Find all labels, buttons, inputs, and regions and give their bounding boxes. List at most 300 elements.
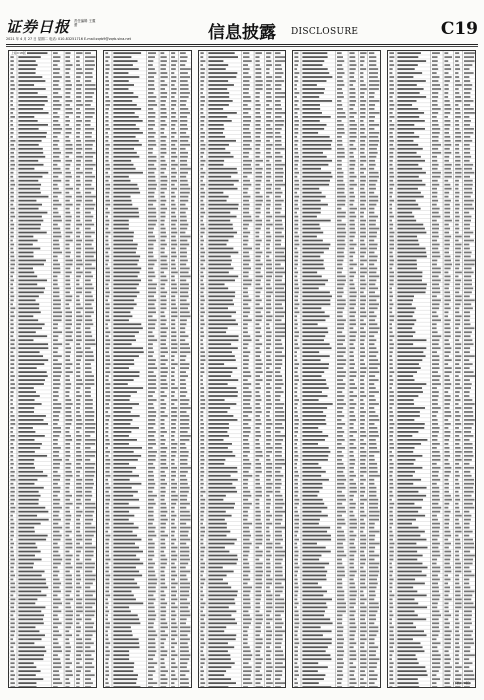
- table-cell-text: [350, 399, 354, 401]
- table-cell-text: [275, 467, 282, 469]
- table-cell-text: [105, 403, 109, 405]
- table-cell-text: [180, 335, 188, 337]
- table-cell-text: [10, 275, 13, 277]
- masthead: [6, 14, 478, 44]
- table-cell-text: [255, 523, 261, 525]
- table-cell-text: [113, 598, 136, 600]
- table-cell-text: [85, 60, 94, 62]
- table-cell-text: [76, 287, 82, 289]
- table-cell-text: [160, 72, 167, 74]
- table-cell-text: [113, 499, 139, 501]
- table-cell-text: [85, 232, 95, 234]
- table-cell-text: [295, 232, 298, 234]
- table-cell-text: [160, 527, 165, 529]
- table-cell-text: [105, 511, 109, 513]
- table-cell-text: [180, 431, 188, 433]
- table-cell-text: [200, 375, 202, 377]
- table-cell-text: [303, 575, 327, 577]
- table-cell-text: [295, 674, 300, 676]
- table-cell-text: [85, 283, 92, 285]
- table-cell-text: [105, 248, 110, 250]
- table-cell-text: [160, 311, 164, 313]
- table-cell-text: [398, 264, 418, 266]
- table-cell-text: [295, 682, 299, 684]
- table-cell-text: [369, 583, 378, 585]
- table-cell-text: [53, 598, 61, 600]
- table-cell-text: [303, 455, 329, 457]
- table-cell-text: [266, 674, 271, 676]
- table-cell-text: [148, 260, 157, 262]
- table-cell-text: [243, 291, 248, 293]
- table-cell-text: [445, 180, 449, 182]
- table-cell-text: [65, 686, 69, 688]
- table-cell-text: [275, 622, 284, 624]
- table-cell-text: [350, 591, 357, 593]
- table-cell-text: [337, 626, 343, 628]
- table-cell-text: [160, 367, 167, 369]
- table-cell-text: [105, 152, 109, 154]
- table-cell-text: [171, 383, 175, 385]
- table-cell-text: [180, 575, 186, 577]
- table-cell-text: [464, 64, 472, 66]
- table-cell-text: [148, 232, 153, 234]
- table-cell-text: [295, 642, 300, 644]
- table-cell-text: [10, 208, 14, 210]
- table-cell-text: [350, 379, 354, 381]
- table-cell-text: [200, 96, 204, 98]
- table-cell-text: [243, 323, 248, 325]
- table-cell-text: [295, 196, 300, 198]
- table-cell-text: [113, 383, 127, 385]
- table-cell-text: [295, 606, 298, 608]
- table-cell-text: [113, 272, 139, 274]
- table-cell-text: [160, 200, 166, 202]
- table-cell-text: [53, 188, 59, 190]
- table-cell-text: [398, 228, 426, 230]
- table-cell-text: [113, 634, 132, 636]
- table-cell-text: [18, 591, 41, 593]
- table-cell-text: [275, 260, 286, 262]
- table-cell-text: [10, 415, 14, 417]
- table-cell-text: [350, 184, 357, 186]
- table-cell-text: [113, 244, 137, 246]
- table-cell-text: [18, 371, 46, 373]
- table-cell-text: [295, 487, 299, 489]
- table-cell-text: [160, 315, 165, 317]
- table-cell-text: [303, 622, 333, 624]
- table-cell-text: [350, 511, 354, 513]
- table-cell-text: [65, 459, 69, 461]
- table-cell-text: [200, 68, 205, 70]
- table-cell-text: [10, 184, 15, 186]
- table-cell-text: [295, 72, 300, 74]
- table-cell-text: [113, 642, 139, 644]
- table-cell-text: [369, 547, 375, 549]
- table-cell-text: [53, 204, 61, 206]
- table-cell-text: [10, 347, 15, 349]
- table-cell-text: [350, 80, 356, 82]
- table-cell-text: [113, 678, 137, 680]
- table-cell-text: [275, 116, 282, 118]
- table-cell-text: [10, 116, 15, 118]
- table-cell-text: [337, 256, 344, 258]
- table-cell-text: [255, 323, 259, 325]
- table-cell-text: [303, 116, 331, 118]
- table-cell-text: [180, 124, 187, 126]
- table-cell-text: [53, 435, 59, 437]
- table-cell-text: [200, 299, 204, 301]
- table-cell-text: [85, 311, 94, 313]
- table-cell-text: [65, 148, 72, 150]
- table-cell-text: [171, 495, 178, 497]
- table-cell-text: [360, 435, 366, 437]
- table-cell-text: [160, 212, 165, 214]
- table-cell-text: [369, 240, 374, 242]
- table-cell-text: [275, 527, 286, 529]
- table-cell-text: [390, 156, 394, 158]
- table-cell-text: [148, 618, 155, 620]
- table-cell-text: [53, 212, 58, 214]
- table-cell-text: [76, 256, 81, 258]
- table-cell-text: [445, 72, 449, 74]
- table-cell-text: [255, 264, 262, 266]
- table-cell-text: [160, 634, 167, 636]
- table-cell-text: [76, 650, 83, 652]
- table-cell-text: [369, 100, 379, 102]
- table-cell-text: [255, 80, 262, 82]
- table-cell-text: [350, 216, 357, 218]
- table-cell-text: [369, 299, 376, 301]
- table-cell-text: [432, 283, 439, 285]
- table-cell-text: [113, 68, 138, 70]
- table-cell-text: [464, 128, 474, 130]
- table-cell-text: [65, 339, 72, 341]
- table-cell-text: [76, 455, 81, 457]
- table-cell-text: [105, 204, 110, 206]
- table-cell-text: [10, 256, 14, 258]
- table-cell-text: [18, 291, 43, 293]
- table-cell-text: [464, 116, 469, 118]
- table-cell-text: [255, 507, 259, 509]
- table-cell-text: [360, 260, 367, 262]
- table-cell-text: [275, 60, 285, 62]
- table-cell-text: [303, 148, 332, 150]
- table-cell-text: [464, 188, 472, 190]
- table-cell-text: [10, 403, 12, 405]
- table-cell-text: [337, 563, 342, 565]
- table-cell-text: [76, 499, 81, 501]
- table-cell-text: [53, 499, 60, 501]
- table-cell-text: [275, 172, 284, 174]
- table-cell-text: [113, 575, 142, 577]
- table-cell-text: [255, 686, 262, 688]
- table-cell-text: [160, 363, 165, 365]
- table-cell-text: [65, 539, 71, 541]
- table-cell-text: [180, 467, 191, 469]
- table-cell-text: [337, 248, 345, 250]
- table-cell-text: [369, 543, 380, 545]
- table-cell-text: [85, 295, 93, 297]
- table-cell-text: [275, 363, 282, 365]
- table-cell-text: [65, 475, 72, 477]
- table-cell-text: [243, 487, 248, 489]
- table-cell-text: [398, 315, 413, 317]
- table-cell-text: [398, 291, 426, 293]
- table-cell-text: [275, 379, 283, 381]
- table-cell-text: [65, 487, 69, 489]
- table-cell-text: [76, 56, 80, 58]
- table-cell-text: [255, 626, 260, 628]
- table-cell-text: [369, 160, 375, 162]
- table-cell-text: [18, 662, 33, 664]
- table-cell-text: [464, 307, 473, 309]
- table-cell-text: [255, 455, 262, 457]
- table-cell-text: [53, 343, 62, 345]
- table-cell-text: [464, 136, 470, 138]
- table-cell-text: [160, 184, 167, 186]
- table-cell-text: [360, 124, 364, 126]
- table-cell-text: [350, 156, 355, 158]
- table-cell-text: [255, 674, 262, 676]
- table-cell-text: [360, 379, 364, 381]
- table-cell-text: [160, 108, 166, 110]
- table-cell-text: [65, 315, 72, 317]
- table-cell-text: [243, 331, 248, 333]
- table-cell-text: [85, 335, 92, 337]
- table-cell-text: [180, 495, 187, 497]
- table-cell-text: [53, 172, 62, 174]
- table-cell-text: [180, 531, 189, 533]
- table-cell-text: [10, 335, 13, 337]
- table-cell-text: [275, 279, 282, 281]
- table-cell-text: [350, 180, 355, 182]
- table-cell-text: [76, 602, 82, 604]
- table-cell-text: [369, 638, 375, 640]
- table-cell-text: [464, 84, 472, 86]
- table-cell-text: [65, 228, 70, 230]
- table-cell-text: [255, 646, 261, 648]
- table-cell-text: [65, 283, 70, 285]
- table-cell-text: [18, 431, 35, 433]
- table-cell-text: [105, 132, 108, 134]
- table-cell-text: [53, 387, 59, 389]
- table-cell-text: [243, 264, 249, 266]
- table-cell-text: [350, 654, 357, 656]
- table-cell-text: [53, 295, 59, 297]
- table-cell-text: [464, 108, 474, 110]
- table-cell-text: [337, 447, 345, 449]
- table-cell-text: [303, 670, 318, 672]
- table-cell-text: [10, 471, 14, 473]
- table-cell-text: [350, 192, 354, 194]
- table-cell-text: [76, 136, 80, 138]
- table-cell-text: [303, 64, 323, 66]
- table-cell-text: [148, 160, 156, 162]
- table-cell-text: [10, 148, 15, 150]
- table-cell-text: [337, 471, 343, 473]
- table-cell-text: [200, 630, 203, 632]
- table-cell-text: [208, 291, 235, 293]
- table-cell-text: [10, 662, 14, 664]
- table-cell-text: [275, 419, 285, 421]
- table-cell-text: [303, 363, 330, 365]
- table-cell-text: [208, 479, 237, 481]
- table-cell-text: [200, 116, 205, 118]
- table-cell-text: [255, 132, 260, 134]
- table-cell-text: [160, 563, 166, 565]
- table-cell-text: [76, 447, 80, 449]
- table-cell-text: [350, 383, 356, 385]
- table-cell-text: [243, 459, 249, 461]
- table-cell-text: [432, 80, 438, 82]
- table-cell-text: [350, 602, 356, 604]
- table-cell-text: [171, 539, 176, 541]
- table-cell-text: [369, 164, 376, 166]
- table-cell-text: [113, 535, 137, 537]
- table-cell-text: [360, 638, 366, 640]
- table-cell-text: [337, 64, 342, 66]
- table-cell-text: [303, 144, 332, 146]
- table-cell-text: [53, 563, 61, 565]
- table-cell-text: [295, 543, 298, 545]
- table-cell-text: [208, 240, 228, 242]
- table-cell-text: [295, 132, 299, 134]
- table-cell-text: [303, 56, 328, 58]
- table-cell-text: [18, 587, 48, 589]
- table-cell-text: [85, 587, 90, 589]
- table-cell-text: [432, 124, 439, 126]
- table-cell-text: [295, 260, 298, 262]
- table-cell-text: [360, 60, 364, 62]
- table-cell-text: [10, 160, 14, 162]
- table-cell-text: [148, 60, 153, 62]
- table-cell-text: [295, 387, 298, 389]
- table-cell-text: [275, 395, 281, 397]
- table-cell-text: [350, 491, 357, 493]
- table-cell-text: [113, 56, 131, 58]
- table-cell-text: [337, 387, 345, 389]
- table-cell-text: [76, 212, 80, 214]
- table-cell-text: [76, 224, 82, 226]
- table-cell-text: [398, 319, 417, 321]
- table-cell-text: [65, 303, 69, 305]
- table-cell-text: [85, 431, 95, 433]
- table-cell-text: [18, 419, 43, 421]
- table-cell-text: [76, 104, 83, 106]
- table-cell-text: [266, 168, 271, 170]
- table-cell-text: [200, 571, 203, 573]
- table-cell-text: [10, 196, 13, 198]
- table-cell-text: [295, 295, 299, 297]
- table-cell-text: [171, 196, 176, 198]
- table-cell-text: [337, 567, 344, 569]
- table-cell-text: [337, 495, 345, 497]
- table-cell-text: [113, 682, 136, 684]
- table-cell-text: [200, 291, 203, 293]
- table-cell-text: [445, 176, 452, 178]
- table-cell-text: [105, 622, 110, 624]
- table-cell-text: [390, 76, 395, 78]
- table-cell-text: [208, 423, 229, 425]
- table-cell-text: [18, 670, 40, 672]
- table-cell-text: [275, 299, 285, 301]
- table-cell-text: [10, 299, 13, 301]
- table-cell-text: [85, 148, 92, 150]
- table-cell-text: [275, 503, 285, 505]
- table-cell-text: [171, 503, 176, 505]
- table-cell-text: [266, 188, 271, 190]
- table-cell-text: [455, 200, 459, 202]
- table-cell-text: [455, 275, 458, 277]
- table-cell-text: [18, 407, 34, 409]
- table-cell-text: [113, 491, 137, 493]
- table-cell-text: [76, 208, 79, 210]
- table-cell-text: [10, 638, 13, 640]
- table-cell-text: [180, 116, 187, 118]
- table-cell-text: [148, 100, 155, 102]
- table-cell-text: [350, 128, 357, 130]
- table-cell-text: [295, 630, 298, 632]
- table-cell-text: [445, 212, 451, 214]
- table-cell-text: [148, 626, 153, 628]
- table-cell-text: [105, 670, 108, 672]
- table-cell-text: [160, 375, 166, 377]
- table-cell-text: [76, 515, 81, 517]
- table-cell-text: [65, 96, 70, 98]
- table-cell-text: [350, 319, 356, 321]
- table-cell-text: [148, 682, 157, 684]
- table-cell-text: [369, 116, 375, 118]
- table-cell-text: [295, 594, 298, 596]
- table-cell-text: [160, 120, 165, 122]
- table-cell-text: [255, 682, 260, 684]
- table-cell-text: [337, 88, 342, 90]
- table-cell-text: [255, 68, 261, 70]
- table-cell-text: [171, 634, 177, 636]
- table-cell-text: [180, 419, 189, 421]
- table-cell-text: [10, 483, 13, 485]
- table-cell-text: [350, 419, 357, 421]
- table-cell-text: [369, 172, 379, 174]
- table-cell-text: [148, 299, 156, 301]
- table-cell-text: [65, 272, 71, 274]
- table-cell-text: [180, 499, 187, 501]
- table-cell-text: [171, 60, 177, 62]
- table-cell-text: [18, 156, 45, 158]
- table-cell-text: [303, 347, 332, 349]
- table-cell-text: [275, 180, 283, 182]
- table-cell-text: [65, 156, 69, 158]
- table-cell-text: [369, 674, 378, 676]
- table-cell-text: [53, 260, 58, 262]
- table-cell-text: [275, 120, 284, 122]
- table-cell-text: [243, 240, 248, 242]
- table-cell-text: [180, 56, 188, 58]
- table-cell-text: [369, 68, 378, 70]
- table-cell-text: [208, 379, 238, 381]
- table-cell-text: [337, 658, 343, 660]
- table-cell-text: [65, 638, 69, 640]
- table-cell-text: [303, 160, 333, 162]
- table-cell-text: [243, 519, 247, 521]
- table-cell-text: [350, 391, 354, 393]
- table-cell-text: [337, 96, 344, 98]
- table-cell-text: [65, 108, 72, 110]
- table-cell-text: [200, 272, 203, 274]
- table-cell-text: [360, 287, 365, 289]
- table-cell-text: [18, 559, 41, 561]
- table-cell-text: [369, 283, 375, 285]
